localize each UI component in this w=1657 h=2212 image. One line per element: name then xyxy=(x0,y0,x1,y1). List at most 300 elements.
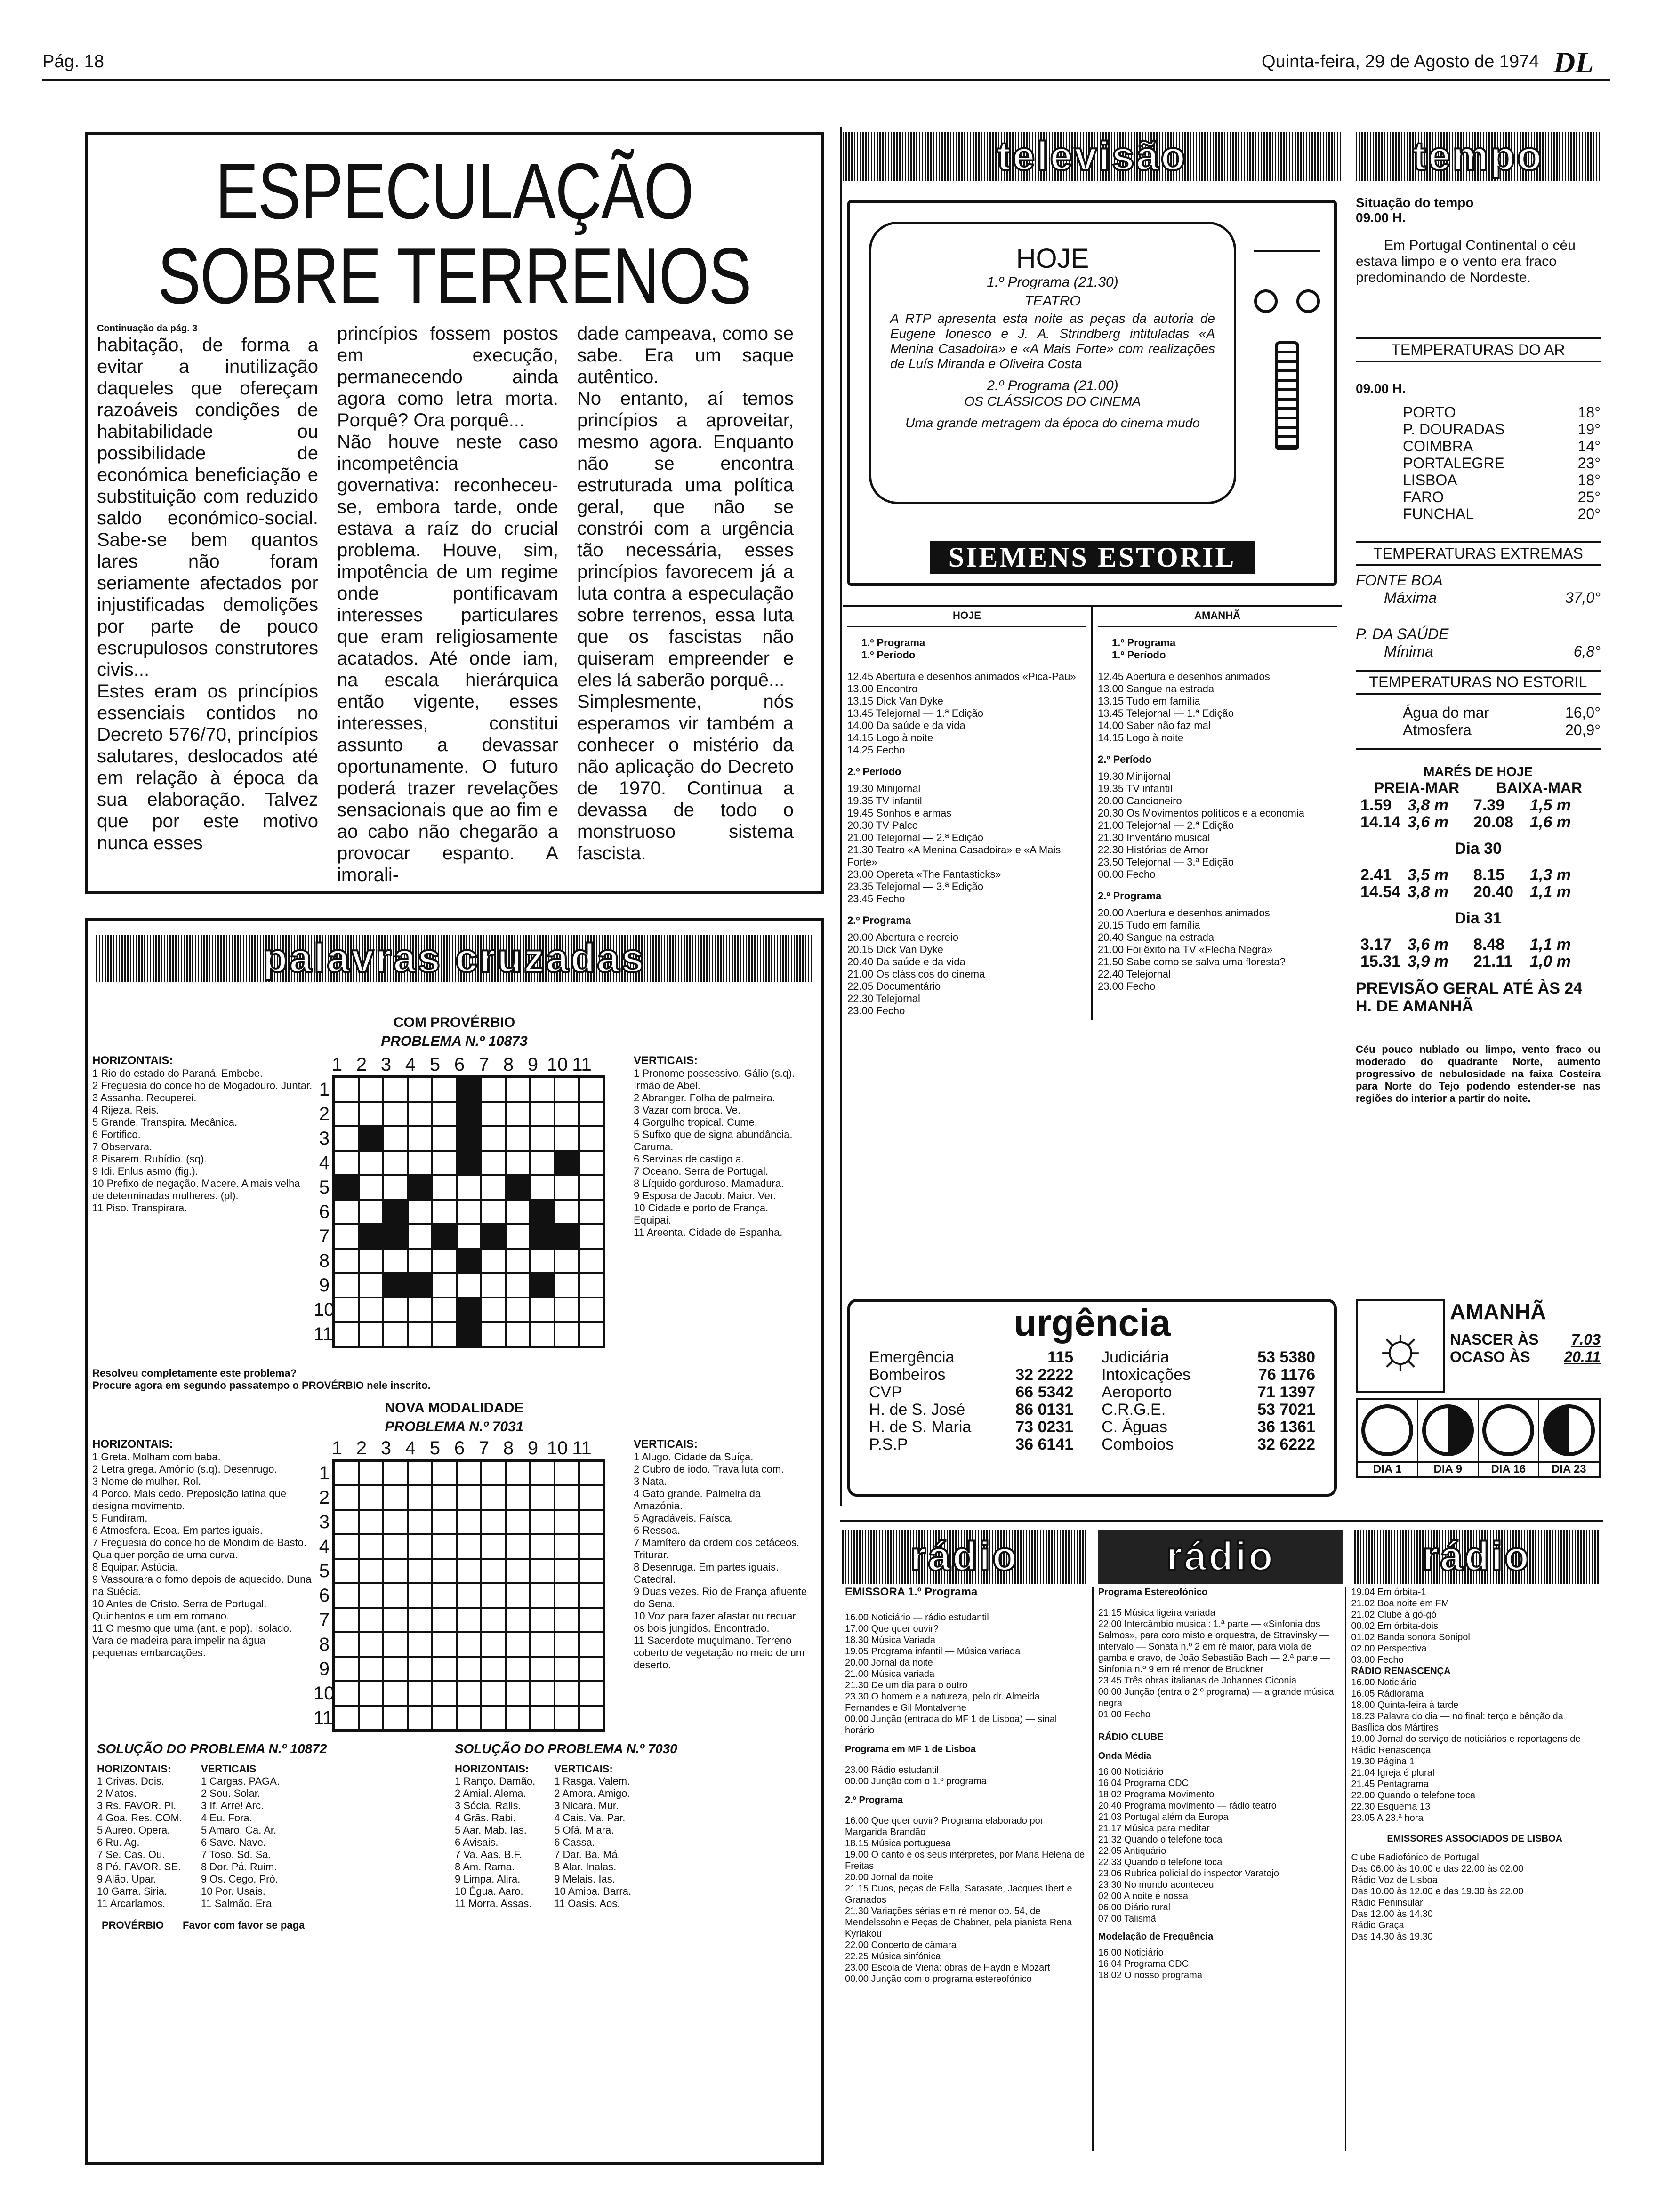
assoc-list xyxy=(1351,1852,1598,1942)
grid-cell[interactable] xyxy=(383,1510,408,1534)
grid-cell[interactable] xyxy=(457,1632,481,1657)
grid-cell[interactable] xyxy=(530,1102,555,1126)
grid-cell[interactable] xyxy=(383,1151,408,1175)
grid-cell[interactable] xyxy=(334,1200,359,1224)
schedule-item: 22.40 Telejornal xyxy=(1098,968,1171,980)
grid-cell[interactable] xyxy=(481,1608,506,1632)
grid-cell[interactable] xyxy=(432,1534,457,1559)
grid-cell[interactable] xyxy=(383,1632,408,1657)
grid-cell[interactable] xyxy=(579,1224,603,1249)
grid-cell[interactable] xyxy=(334,1461,359,1485)
city-row xyxy=(1403,472,1601,489)
grid-cell[interactable] xyxy=(506,1583,530,1608)
grid-cell[interactable] xyxy=(555,1102,579,1126)
grid-cell[interactable] xyxy=(432,1151,457,1175)
grid-cell[interactable] xyxy=(579,1200,603,1224)
phone-number: 86 0131 xyxy=(1015,1401,1074,1419)
grid-cell[interactable] xyxy=(432,1102,457,1126)
grid-cell[interactable] xyxy=(555,1200,579,1224)
grid-cell[interactable] xyxy=(383,1485,408,1510)
grid-cell[interactable] xyxy=(334,1559,359,1583)
solution1-h xyxy=(97,1763,182,1910)
grid-cell[interactable] xyxy=(530,1126,555,1151)
grid-cell[interactable] xyxy=(530,1077,555,1102)
grid-cell[interactable] xyxy=(481,1534,506,1559)
grid-cell[interactable] xyxy=(408,1706,432,1730)
grid-cell[interactable] xyxy=(530,1298,555,1322)
column-number: 5 xyxy=(429,1438,441,1459)
grid-cell[interactable] xyxy=(579,1249,603,1273)
ocaso-value: 20.11 xyxy=(1564,1348,1601,1365)
grid-cell[interactable] xyxy=(408,1632,432,1657)
grid-cell[interactable] xyxy=(334,1224,359,1249)
grid-cell[interactable] xyxy=(579,1298,603,1322)
schedule-item: Das 06.00 às 10.00 e das 22.00 às 02.00 xyxy=(1351,1864,1524,1874)
solution-item: 9 Alão. Upar. xyxy=(97,1873,156,1885)
grid-cell[interactable] xyxy=(530,1657,555,1681)
grid-cell[interactable] xyxy=(506,1200,530,1224)
grid-cell[interactable] xyxy=(383,1077,408,1102)
grid-cell[interactable] xyxy=(481,1559,506,1583)
grid-cell[interactable] xyxy=(506,1461,530,1485)
grid-cell[interactable] xyxy=(530,1322,555,1346)
grid-cell[interactable] xyxy=(530,1175,555,1200)
atm-label: Atmosfera xyxy=(1403,721,1472,738)
clue: 3 Nome de mulher. Rol. xyxy=(92,1475,201,1487)
grid-cell[interactable] xyxy=(506,1559,530,1583)
solution-item: 3 Nicara. Mur. xyxy=(554,1800,619,1811)
grid-cell[interactable] xyxy=(334,1510,359,1534)
solution-item: 2 Sou. Solar. xyxy=(201,1787,260,1799)
solution2-title: SOLUÇÃO DO PROBLEMA N.º 7030 xyxy=(455,1741,677,1756)
grid-cell[interactable] xyxy=(555,1273,579,1298)
grid-cell[interactable] xyxy=(555,1485,579,1510)
tide-table xyxy=(1356,797,1601,970)
grid-cell[interactable] xyxy=(432,1175,457,1200)
grid-cell[interactable] xyxy=(579,1510,603,1534)
grid-cell[interactable] xyxy=(383,1298,408,1322)
grid-cell[interactable] xyxy=(359,1077,383,1102)
schedule-item: 22.30 Telejornal xyxy=(847,993,920,1004)
schedule-item: 18.02 O nosso programa xyxy=(1098,1970,1202,1980)
schedule-item: 19.30 Minijornal xyxy=(847,783,921,794)
grid-cell[interactable] xyxy=(481,1583,506,1608)
grid-cell[interactable] xyxy=(383,1322,408,1346)
grid-cell[interactable] xyxy=(555,1461,579,1485)
schedule-item: 16.05 Rádiorama xyxy=(1351,1689,1424,1699)
grid-cell[interactable] xyxy=(432,1583,457,1608)
grid-cell[interactable] xyxy=(457,1175,481,1200)
grid-cell[interactable] xyxy=(359,1175,383,1200)
solution-item: 2 Amora. Amigo. xyxy=(554,1787,630,1799)
grid-cell[interactable] xyxy=(481,1681,506,1706)
grid-cell[interactable] xyxy=(408,1657,432,1681)
grid-cell[interactable] xyxy=(555,1632,579,1657)
grid-cell[interactable] xyxy=(555,1534,579,1559)
grid-cell[interactable] xyxy=(359,1706,383,1730)
grid-cell[interactable] xyxy=(530,1249,555,1273)
column-number: 11 xyxy=(572,1438,592,1459)
column-number: 5 xyxy=(429,1054,441,1075)
grid-cell[interactable] xyxy=(506,1608,530,1632)
grid-cell[interactable] xyxy=(555,1126,579,1151)
grid-cell[interactable] xyxy=(555,1077,579,1102)
grid-cell[interactable] xyxy=(579,1322,603,1346)
schedule-item: 22.30 Esquema 13 xyxy=(1351,1802,1431,1812)
radio-banner-1 xyxy=(842,1530,1087,1584)
row-number: 8 xyxy=(319,1250,330,1271)
grid-cell[interactable] xyxy=(481,1102,506,1126)
grid-cell[interactable] xyxy=(432,1608,457,1632)
grid-cell[interactable] xyxy=(432,1632,457,1657)
grid-cell[interactable] xyxy=(432,1681,457,1706)
grid-cell[interactable] xyxy=(408,1608,432,1632)
grid-cell[interactable] xyxy=(334,1151,359,1175)
grid-cell[interactable] xyxy=(579,1608,603,1632)
grid-cell[interactable] xyxy=(408,1077,432,1102)
grid-cell[interactable] xyxy=(481,1273,506,1298)
grid-cell[interactable] xyxy=(481,1461,506,1485)
grid-cell[interactable] xyxy=(579,1102,603,1126)
grid-cell[interactable] xyxy=(481,1632,506,1657)
grid-cell[interactable] xyxy=(432,1200,457,1224)
grid-cell[interactable] xyxy=(359,1608,383,1632)
grid-cell[interactable] xyxy=(555,1510,579,1534)
grid-cell[interactable] xyxy=(408,1485,432,1510)
grid-cell[interactable] xyxy=(530,1151,555,1175)
grid-cell[interactable] xyxy=(408,1151,432,1175)
problem2-verticais xyxy=(634,1438,808,1732)
grid-cell[interactable] xyxy=(432,1510,457,1534)
grid-cell[interactable] xyxy=(432,1461,457,1485)
schedule-item: 21.45 Pentagrama xyxy=(1351,1779,1429,1789)
grid-cell[interactable] xyxy=(555,1249,579,1273)
grid-cell[interactable] xyxy=(481,1322,506,1346)
tide-row xyxy=(1356,936,1601,953)
grid-cell[interactable] xyxy=(334,1077,359,1102)
row-number: 7 xyxy=(319,1610,330,1630)
grid-cell[interactable] xyxy=(579,1461,603,1485)
grid-cell[interactable] xyxy=(334,1322,359,1346)
grid-cell[interactable] xyxy=(579,1657,603,1681)
schedule-item: 18.23 Palavra do dia — no final: terço e bênção da Basílica dos Mártires xyxy=(1351,1711,1563,1733)
city-name: FUNCHAL xyxy=(1403,505,1474,522)
grid-cell[interactable] xyxy=(530,1510,555,1534)
grid-cell[interactable] xyxy=(506,1102,530,1126)
crossword-frame xyxy=(85,918,824,2165)
schedule-item: 20.40 Programa movimento — rádio teatro xyxy=(1098,1801,1277,1811)
grid-cell[interactable] xyxy=(506,1151,530,1175)
grid-cell[interactable] xyxy=(579,1534,603,1559)
radio-col-3 xyxy=(1346,1587,1603,2151)
grid-cell[interactable] xyxy=(359,1559,383,1583)
phone-label: Bombeiros xyxy=(869,1366,946,1384)
grid-cell[interactable] xyxy=(530,1461,555,1485)
solution-item: 2 Amial. Alema. xyxy=(455,1787,526,1799)
grid-cell[interactable] xyxy=(457,1583,481,1608)
grid-cell[interactable] xyxy=(359,1583,383,1608)
grid-cell[interactable] xyxy=(334,1534,359,1559)
column-number: 11 xyxy=(572,1054,592,1075)
grid-cell[interactable] xyxy=(359,1322,383,1346)
tide-value: 14.14 xyxy=(1360,813,1401,831)
clue: 2 Freguesia do concelho de Mogadouro. Juntar. xyxy=(92,1080,313,1091)
headline-line2: SOBRE TERRENOS xyxy=(157,232,751,320)
mares-headers xyxy=(1356,779,1601,797)
grid-cell[interactable] xyxy=(408,1583,432,1608)
grid-cell xyxy=(530,1224,555,1249)
grid-cell[interactable] xyxy=(359,1632,383,1657)
grid-cell[interactable] xyxy=(579,1559,603,1583)
solution2-v-list xyxy=(554,1775,631,1910)
solution-item: 11 Salmão. Era. xyxy=(201,1898,275,1909)
grid-cell[interactable] xyxy=(334,1102,359,1126)
grid-cell[interactable] xyxy=(579,1077,603,1102)
grid-cell[interactable] xyxy=(530,1559,555,1583)
grid-cell[interactable] xyxy=(555,1322,579,1346)
grid-cell[interactable] xyxy=(359,1102,383,1126)
grid-cell[interactable] xyxy=(408,1681,432,1706)
grid-cell[interactable] xyxy=(383,1175,408,1200)
crossword-grid-1[interactable] xyxy=(332,1075,605,1348)
grid-cell[interactable] xyxy=(432,1249,457,1273)
grid-cell[interactable] xyxy=(408,1322,432,1346)
grid-cell xyxy=(432,1224,457,1249)
grid-cell[interactable] xyxy=(481,1151,506,1175)
grid-cell[interactable] xyxy=(506,1224,530,1249)
grid-cell[interactable] xyxy=(506,1249,530,1273)
grid-cell[interactable] xyxy=(457,1485,481,1510)
grid-cell[interactable] xyxy=(481,1657,506,1681)
grid-cell[interactable] xyxy=(579,1151,603,1175)
grid-cell[interactable] xyxy=(555,1175,579,1200)
grid-cell[interactable] xyxy=(408,1559,432,1583)
grid-cell[interactable] xyxy=(481,1175,506,1200)
clue: 4 Rijeza. Reis. xyxy=(92,1104,159,1116)
grid-cell[interactable] xyxy=(457,1706,481,1730)
grid-cell[interactable] xyxy=(334,1273,359,1298)
grid-cell[interactable] xyxy=(334,1608,359,1632)
grid-cell[interactable] xyxy=(506,1632,530,1657)
grid-cell[interactable] xyxy=(334,1657,359,1681)
grid-cell[interactable] xyxy=(506,1298,530,1322)
grid-cell[interactable] xyxy=(506,1510,530,1534)
grid-cell[interactable] xyxy=(481,1200,506,1224)
grid-cell[interactable] xyxy=(579,1583,603,1608)
grid-cell[interactable] xyxy=(579,1175,603,1200)
grid-cell[interactable] xyxy=(506,1485,530,1510)
grid-cell[interactable] xyxy=(555,1657,579,1681)
ocaso-label: OCASO ÀS xyxy=(1450,1348,1530,1365)
grid-cell[interactable] xyxy=(457,1224,481,1249)
grid-cell[interactable] xyxy=(530,1583,555,1608)
solution-item: 9 Os. Cego. Pró. xyxy=(201,1873,278,1885)
grid-cell[interactable] xyxy=(408,1102,432,1126)
grid-cell[interactable] xyxy=(359,1681,383,1706)
grid-cell[interactable] xyxy=(579,1273,603,1298)
grid-cell[interactable] xyxy=(481,1126,506,1151)
grid-cell[interactable] xyxy=(432,1706,457,1730)
grid-cell[interactable] xyxy=(506,1706,530,1730)
grid-cell[interactable] xyxy=(408,1510,432,1534)
grid-cell[interactable] xyxy=(555,1706,579,1730)
grid-cell[interactable] xyxy=(457,1273,481,1298)
grid-cell[interactable] xyxy=(408,1224,432,1249)
agua-label: Água do mar xyxy=(1403,704,1489,721)
solution-item: 3 If. Arre! Arc. xyxy=(201,1800,264,1811)
schedule-item: 21.00 Foi êxito na TV «Flecha Negra» xyxy=(1098,944,1273,955)
grid-cell[interactable] xyxy=(555,1608,579,1632)
maxima-row xyxy=(1356,589,1601,607)
schedule-item: 13.00 Sangue na estrada xyxy=(1098,683,1215,695)
grid-cell[interactable] xyxy=(481,1706,506,1730)
grid-cell[interactable] xyxy=(383,1706,408,1730)
grid-cell[interactable] xyxy=(506,1126,530,1151)
grid-cell[interactable] xyxy=(457,1200,481,1224)
schedule-item: 01.00 Fecho xyxy=(1098,1709,1150,1720)
solution2-h xyxy=(455,1763,535,1910)
grid-cell[interactable] xyxy=(359,1461,383,1485)
grid-cell[interactable] xyxy=(383,1583,408,1608)
grid-cell[interactable] xyxy=(481,1485,506,1510)
clue: 2 Cubro de iodo. Trava luta com. xyxy=(634,1463,784,1475)
grid-cell[interactable] xyxy=(579,1632,603,1657)
grid-cell[interactable] xyxy=(457,1681,481,1706)
grid-cell[interactable] xyxy=(408,1534,432,1559)
grid-cell[interactable] xyxy=(359,1510,383,1534)
grid-cell[interactable] xyxy=(530,1485,555,1510)
grid-cell[interactable] xyxy=(408,1126,432,1151)
tv-section xyxy=(843,132,1342,1497)
grid-cell[interactable] xyxy=(457,1461,481,1485)
grid-cell[interactable] xyxy=(457,1510,481,1534)
clue: 6 Ressoa. xyxy=(634,1524,681,1536)
grid-cell[interactable] xyxy=(359,1534,383,1559)
grid-cell[interactable] xyxy=(530,1608,555,1632)
phone-number: 76 1176 xyxy=(1258,1366,1315,1384)
grid-cell[interactable] xyxy=(555,1559,579,1583)
grid-cell[interactable] xyxy=(506,1077,530,1102)
tide-value: 1,0 m xyxy=(1530,953,1571,970)
grid-cell[interactable] xyxy=(334,1706,359,1730)
schedule-item: 18.00 Quinta-feira à tarde xyxy=(1351,1700,1459,1710)
solution-item: 5 Amaro. Ca. Ar. xyxy=(201,1824,277,1836)
grid-cell[interactable] xyxy=(334,1632,359,1657)
grid-cell[interactable] xyxy=(457,1608,481,1632)
grid-cell[interactable] xyxy=(530,1681,555,1706)
grid-cell[interactable] xyxy=(359,1485,383,1510)
grid-cell[interactable] xyxy=(383,1126,408,1151)
grid-cell[interactable] xyxy=(383,1608,408,1632)
grid-cell[interactable] xyxy=(383,1102,408,1126)
grid-cell[interactable] xyxy=(555,1681,579,1706)
grid-cell[interactable] xyxy=(334,1298,359,1322)
tv-knob-right xyxy=(1296,289,1320,313)
grid-cell[interactable] xyxy=(457,1534,481,1559)
grid-cell[interactable] xyxy=(383,1249,408,1273)
city-temps xyxy=(1356,404,1601,522)
crossword-grid-2[interactable] xyxy=(332,1459,605,1732)
grid-cell[interactable] xyxy=(506,1534,530,1559)
grid-cell[interactable] xyxy=(555,1583,579,1608)
grid-cell[interactable] xyxy=(432,1126,457,1151)
grid-cell[interactable] xyxy=(408,1298,432,1322)
grid-cell[interactable] xyxy=(506,1273,530,1298)
grid2-column-numbers xyxy=(314,1438,634,1459)
schedule-item: Das 14.30 às 19.30 xyxy=(1351,1931,1433,1942)
grid-cell[interactable] xyxy=(334,1126,359,1151)
grid-cell[interactable] xyxy=(383,1534,408,1559)
schedule-item: 13.15 Dick Van Dyke xyxy=(847,695,943,707)
schedule-item: 20.15 Tudo em família xyxy=(1098,919,1200,931)
grid-cell[interactable] xyxy=(432,1485,457,1510)
grid-cell[interactable] xyxy=(530,1706,555,1730)
grid-cell[interactable] xyxy=(481,1077,506,1102)
grid-cell[interactable] xyxy=(457,1657,481,1681)
grid-cell[interactable] xyxy=(555,1298,579,1322)
grid-cell[interactable] xyxy=(383,1657,408,1681)
grid-cell[interactable] xyxy=(481,1510,506,1534)
grid-cell[interactable] xyxy=(530,1534,555,1559)
grid-cell[interactable] xyxy=(408,1249,432,1273)
grid-cell[interactable] xyxy=(383,1559,408,1583)
grid-cell[interactable] xyxy=(481,1298,506,1322)
clue: 9 Idi. Enlus asmo (fig.). xyxy=(92,1165,198,1177)
grid-cell[interactable] xyxy=(579,1126,603,1151)
grid-cell[interactable] xyxy=(432,1273,457,1298)
minima-value: 6,8° xyxy=(1573,643,1601,660)
grid-cell[interactable] xyxy=(383,1681,408,1706)
grid-cell[interactable] xyxy=(334,1583,359,1608)
grid-cell[interactable] xyxy=(530,1632,555,1657)
tide-row xyxy=(1356,953,1601,970)
grid-cell[interactable] xyxy=(579,1706,603,1730)
grid-cell[interactable] xyxy=(432,1657,457,1681)
grid-cell[interactable] xyxy=(506,1657,530,1681)
tv-speaker xyxy=(1275,341,1299,450)
grid-cell[interactable] xyxy=(579,1681,603,1706)
grid-cell[interactable] xyxy=(432,1298,457,1322)
grid-cell[interactable] xyxy=(579,1485,603,1510)
grid-cell[interactable] xyxy=(432,1559,457,1583)
schedule-item: 00.00 Junção (entra o 2.º programa) — a grande música negra xyxy=(1098,1687,1334,1708)
grid-cell[interactable] xyxy=(432,1322,457,1346)
clue: 2 Letra grega. Amónio (s.q). Desenrugo. xyxy=(92,1463,277,1475)
grid-cell[interactable] xyxy=(481,1249,506,1273)
grid-cell[interactable] xyxy=(359,1151,383,1175)
grid-cell[interactable] xyxy=(334,1485,359,1510)
solution-item: 1 Crivas. Dois. xyxy=(97,1775,165,1787)
grid-cell[interactable] xyxy=(408,1461,432,1485)
v-label-1: VERTICAIS: xyxy=(634,1054,698,1067)
previsao-title: PREVISÃO GERAL ATÉ ÀS 24 H. DE AMANHÃ xyxy=(1356,979,1583,1015)
crossword-banner-text: palavras cruzadas xyxy=(263,935,646,981)
grid-cell[interactable] xyxy=(457,1559,481,1583)
grid-cell[interactable] xyxy=(334,1249,359,1273)
grid-cell[interactable] xyxy=(408,1200,432,1224)
grid-cell[interactable] xyxy=(383,1461,408,1485)
grid-cell[interactable] xyxy=(359,1657,383,1681)
grid-cell[interactable] xyxy=(359,1249,383,1273)
radio-col-2 xyxy=(1094,1587,1347,2151)
grid-cell[interactable] xyxy=(506,1322,530,1346)
grid-cell[interactable] xyxy=(359,1200,383,1224)
grid-cell[interactable] xyxy=(432,1077,457,1102)
grid-cell[interactable] xyxy=(359,1273,383,1298)
grid-cell[interactable] xyxy=(359,1298,383,1322)
grid-cell[interactable] xyxy=(506,1681,530,1706)
grid-cell[interactable] xyxy=(334,1681,359,1706)
